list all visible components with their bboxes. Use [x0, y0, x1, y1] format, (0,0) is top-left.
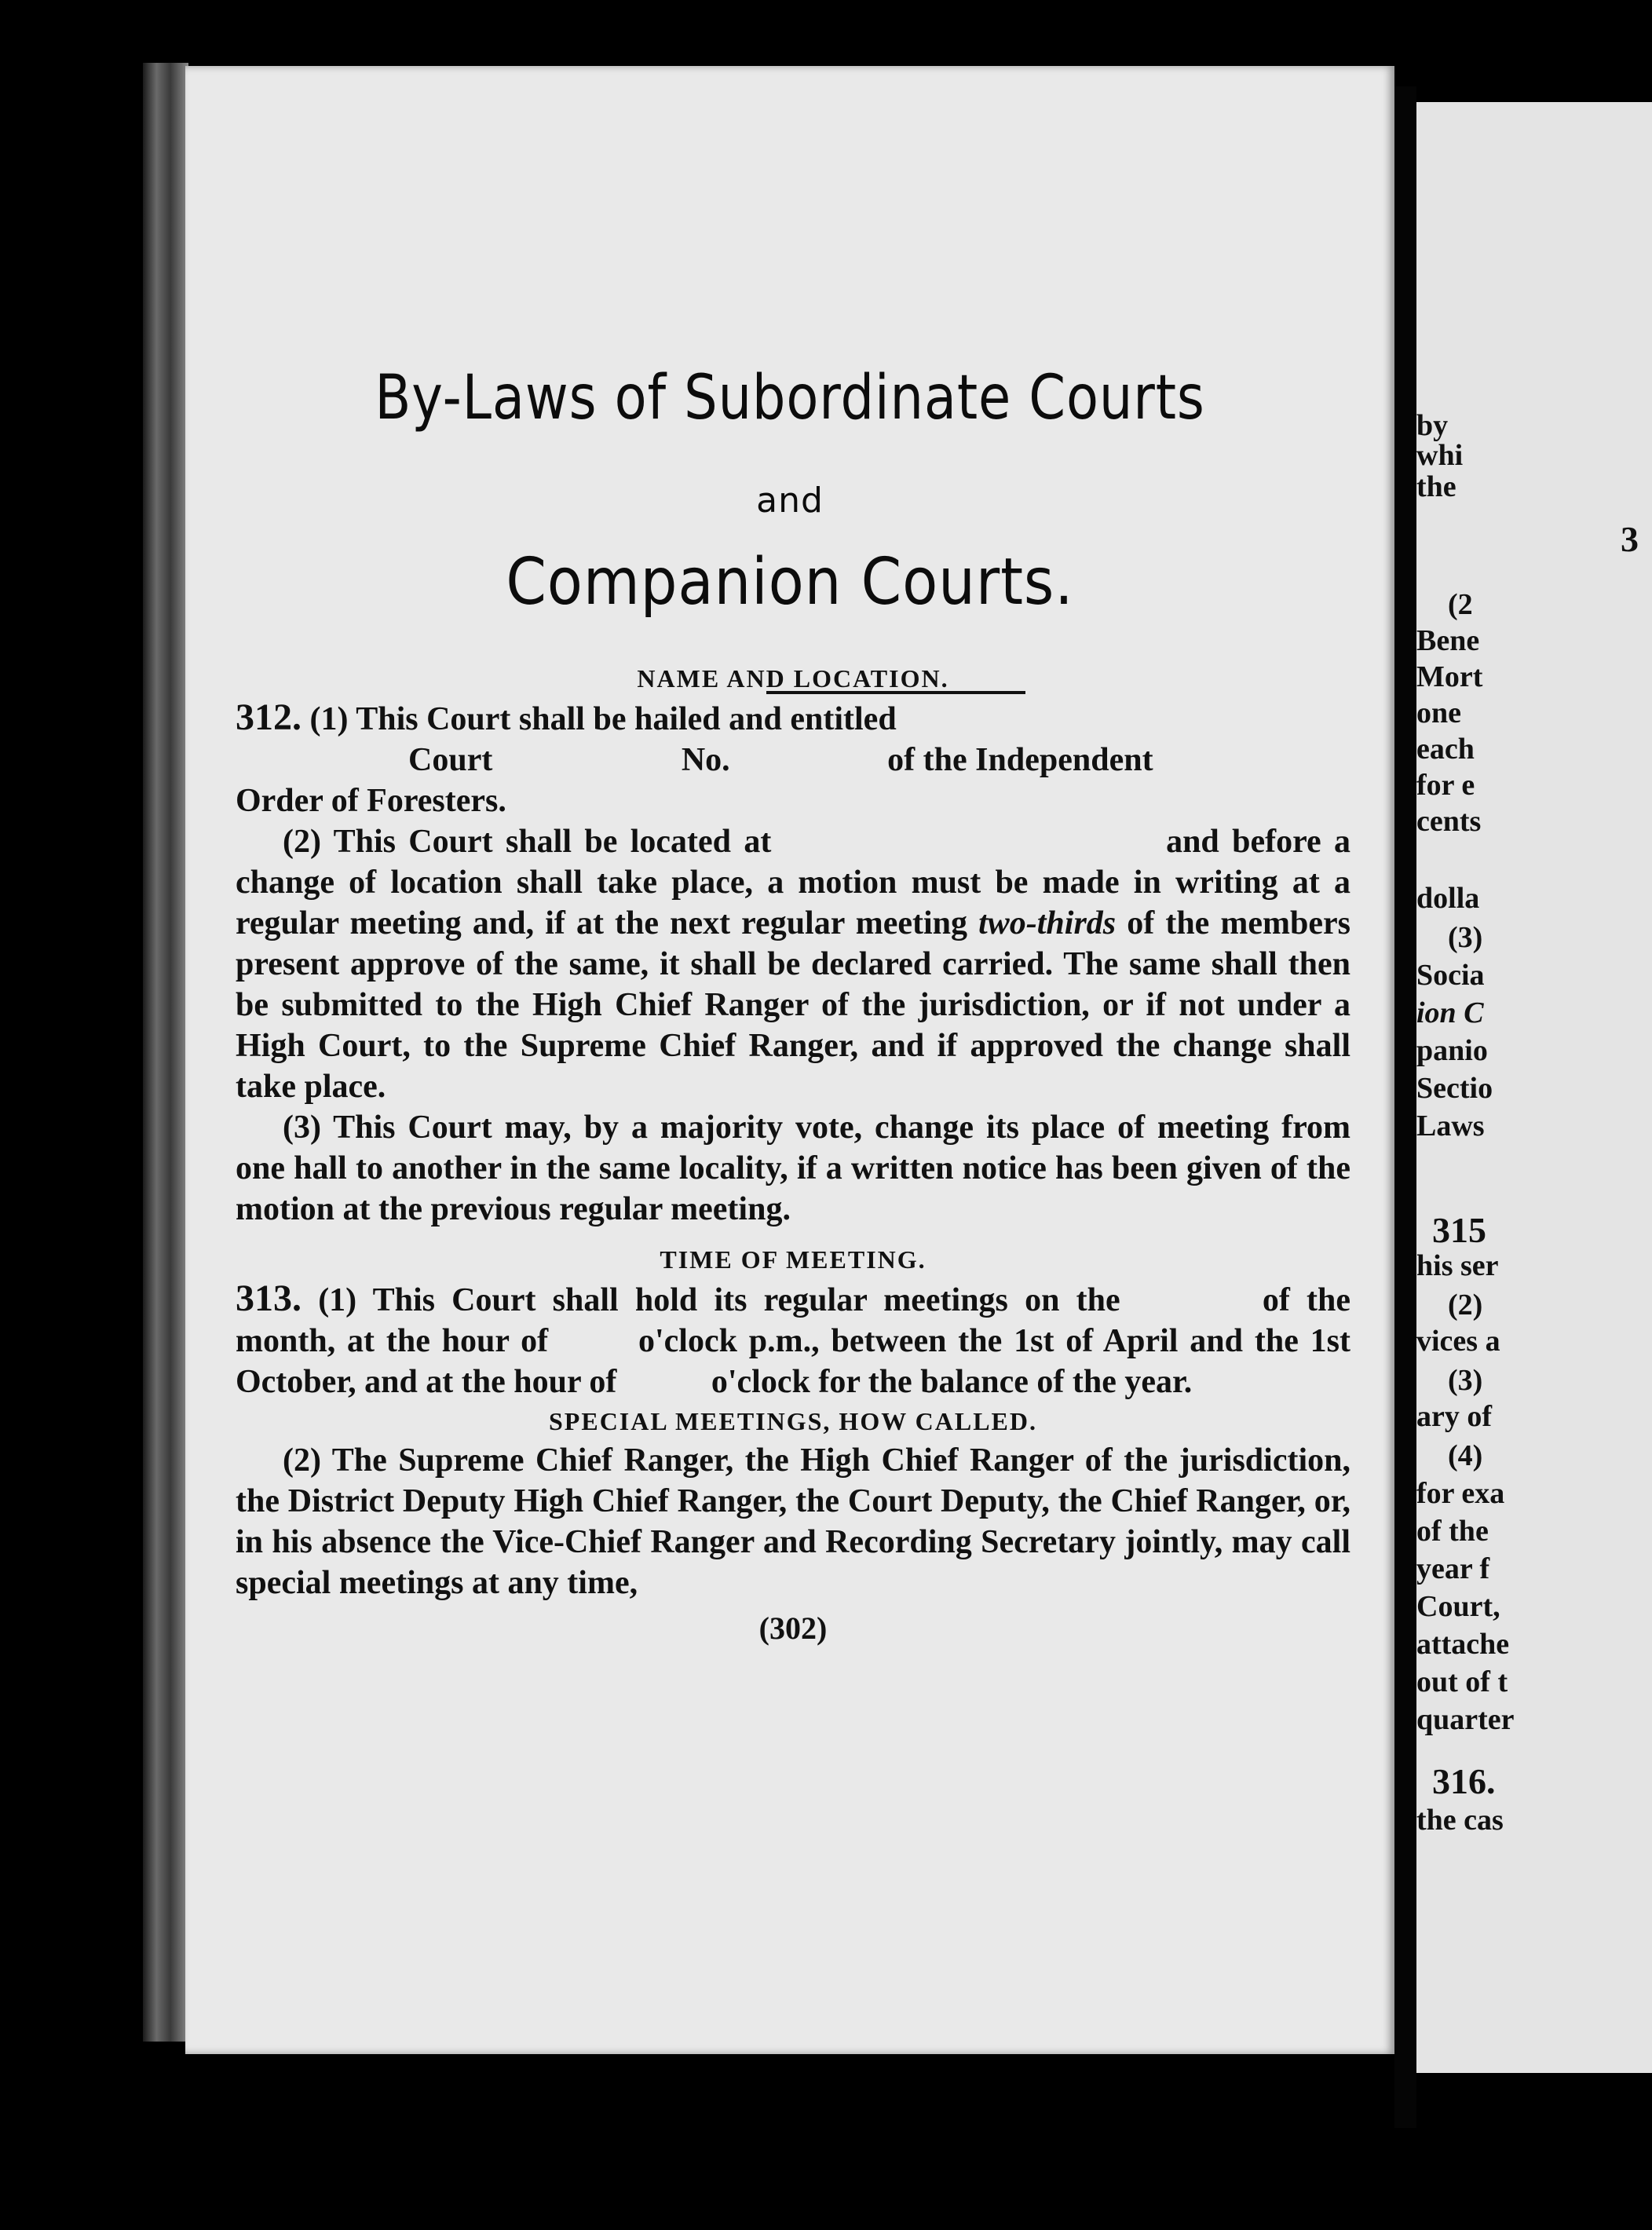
- text-312-2c: before a change of location shall take place, a motion must be made in writing at a regular meeting and, if at the next regular meeting: [236, 824, 1351, 941]
- book-gutter: [1394, 86, 1416, 2128]
- book-edge: [143, 63, 188, 2042]
- right-fragment: one: [1416, 696, 1461, 729]
- right-fragment: by: [1416, 409, 1449, 442]
- paragraph-312-2: [236, 821, 1350, 1107]
- text-312-2d: of the members present approve of the same, it shall be declared carried. The same shall then be submitted to the High Chief Ranger of the jurisdiction, or if not under a High Court, to the Supreme Chief Ranger, and if approved the change shall take place.: [236, 905, 1351, 1105]
- right-fragment: (3): [1448, 921, 1483, 954]
- right-fragment: 3: [1621, 519, 1639, 559]
- paragraph-312-1: [236, 697, 1350, 821]
- section-number-313: 313.: [236, 1278, 302, 1319]
- page-body: [236, 660, 1350, 1680]
- right-fragment: (3): [1448, 1364, 1483, 1397]
- text-312-1e: Order of Foresters.: [236, 783, 506, 819]
- text-312-1c: No.: [681, 742, 730, 778]
- section-heading-special-meetings: SPECIAL MEETINGS, HOW CALLED.: [549, 1407, 1037, 1435]
- right-fragment: dolla: [1416, 882, 1480, 915]
- right-fragment: Bene: [1416, 624, 1480, 657]
- right-page: [1416, 102, 1652, 2073]
- right-fragment: his ser: [1416, 1249, 1499, 1282]
- text-312-1a: (1) This Court shall be hailed and entitled: [309, 701, 897, 737]
- text-313-1b: of the month, at the hour of: [236, 1282, 1350, 1359]
- text-313-1e: o'clock for the balance of the year.: [711, 1364, 1193, 1400]
- right-fragment: Sectio: [1416, 1072, 1493, 1105]
- right-fragment: (2): [1448, 1289, 1483, 1322]
- section-heading-name-location: NAME AND LOCATION.: [637, 664, 949, 693]
- right-fragment: Court,: [1416, 1590, 1500, 1623]
- right-fragment: year f: [1416, 1552, 1490, 1585]
- section-heading-time-of-meeting: TIME OF MEETING.: [660, 1245, 927, 1274]
- right-fragment: of the: [1416, 1515, 1489, 1548]
- text-313-1a: (1) This Court shall hold its regular meetings on the: [318, 1282, 1120, 1318]
- right-fragment: ary of: [1416, 1400, 1493, 1433]
- right-fragment: 315: [1432, 1210, 1486, 1250]
- right-fragment: (2: [1448, 588, 1473, 621]
- right-fragment: the: [1416, 470, 1456, 503]
- right-fragment: Mort: [1416, 660, 1483, 693]
- page-number: (302): [758, 1610, 828, 1646]
- section-number-312: 312.: [236, 696, 302, 738]
- right-fragment: whi: [1416, 439, 1464, 472]
- right-fragment: (4): [1448, 1439, 1483, 1472]
- page-title-line-1: By-Laws of Subordinate Courts: [375, 363, 1205, 433]
- right-fragment: quarter: [1416, 1703, 1515, 1736]
- right-fragment: the cas: [1416, 1804, 1504, 1837]
- right-fragment: each: [1416, 733, 1475, 766]
- text-313-1d: p.m., between the 1st of April and the 1st October, and at the hour of: [236, 1323, 1351, 1400]
- right-fragment-italic: ion C: [1416, 996, 1484, 1029]
- right-fragment: vices a: [1416, 1325, 1500, 1358]
- text-312-1d: of the Independent: [887, 742, 1153, 778]
- paragraph-313-2: (2) The Supreme Chief Ranger, the High Chief Ranger of the jurisdiction, the District Deputy High Chief Ranger, the Court Deputy, the Chief Ranger, or, in his absence the Vice-Chief Ranger and Recording Secretary jointly, may call special meetings at any time,: [236, 1442, 1350, 1601]
- right-fragment: cents: [1416, 805, 1482, 838]
- right-fragment: out of t: [1416, 1665, 1508, 1698]
- right-fragment: panio: [1416, 1034, 1488, 1067]
- right-fragment: [1416, 996, 1484, 1030]
- text-312-2b: and: [1166, 824, 1219, 860]
- right-fragment: attache: [1416, 1628, 1510, 1661]
- right-fragment: for exa: [1416, 1477, 1505, 1510]
- text-313-1c: o'clock: [638, 1323, 737, 1359]
- text-312-2a: (2) This Court shall be located at: [283, 824, 772, 860]
- paragraph-313-1: [236, 1278, 1350, 1402]
- page-title-line-3: Companion Courts.: [506, 545, 1074, 620]
- text-312-2-emphasis: two-thirds: [978, 905, 1117, 941]
- right-fragment: for e: [1416, 769, 1475, 802]
- right-fragment: Laws: [1416, 1110, 1485, 1142]
- right-fragment: 316.: [1432, 1761, 1496, 1801]
- text-312-1b: Court: [408, 742, 493, 778]
- paragraph-312-3: (3) This Court may, by a majority vote, change its place of meeting from one hall to another in the same locality, if a written notice has been given of the motion at the previous regular meeting.: [236, 1110, 1350, 1227]
- right-fragment: Socia: [1416, 959, 1485, 992]
- page-title-line-2: and: [756, 481, 824, 521]
